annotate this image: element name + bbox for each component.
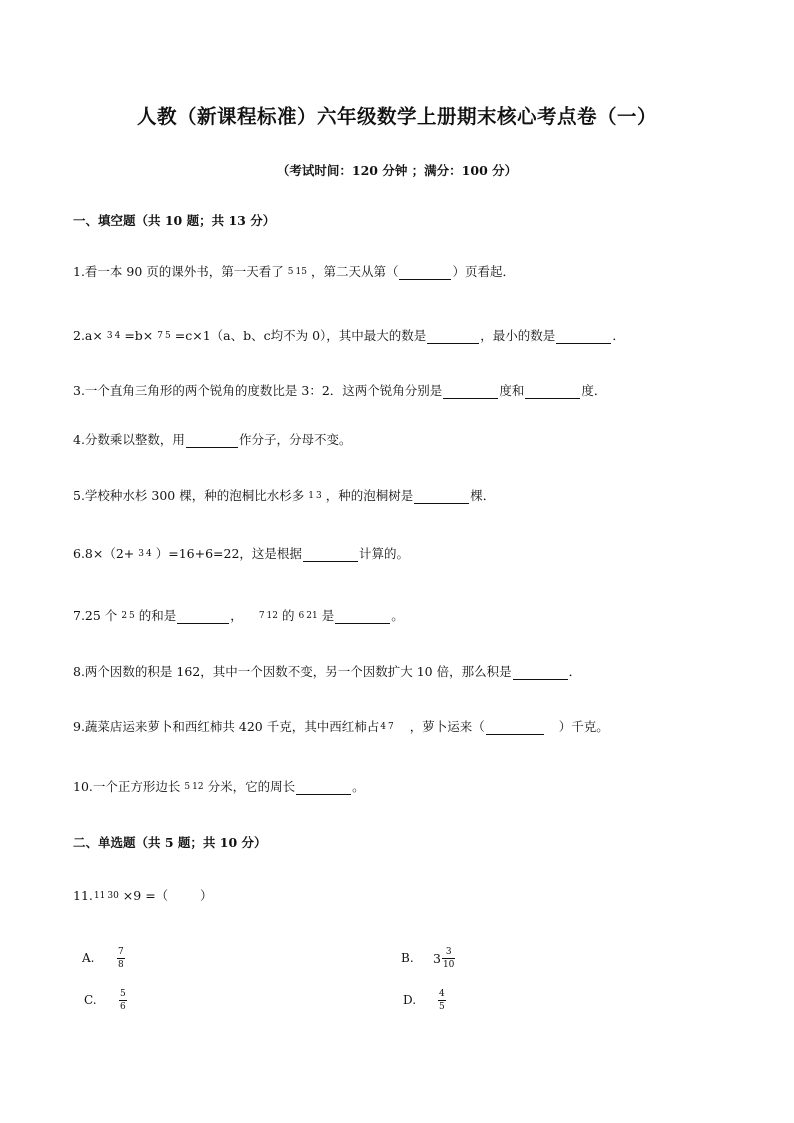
question-text: ，最小的数是 bbox=[480, 328, 556, 343]
question-text: 作分子，分母不变。 bbox=[238, 432, 352, 447]
fraction: $\frac{3}{10}$ bbox=[442, 946, 455, 970]
question-text: ）=16+6=22，这是根据 bbox=[155, 546, 302, 561]
question-10 bbox=[73, 773, 365, 801]
fraction: 4 7 bbox=[380, 722, 394, 732]
question-7 bbox=[73, 602, 404, 630]
answer-blank[interactable] bbox=[525, 384, 580, 399]
answer-blank[interactable] bbox=[443, 384, 498, 399]
question-5 bbox=[73, 482, 495, 510]
answer-blank[interactable] bbox=[486, 720, 544, 735]
question-9 bbox=[73, 713, 609, 741]
option-label: D. bbox=[403, 993, 417, 1007]
question-8 bbox=[73, 658, 581, 686]
question-text: 分米，它的周长 bbox=[207, 779, 296, 794]
question-text: 6.8×（2+ bbox=[73, 546, 135, 561]
question-text: 度． bbox=[581, 383, 607, 398]
mixed-number-whole: 3 bbox=[433, 950, 441, 966]
option-a[interactable] bbox=[82, 944, 128, 972]
question-text: ，萝卜运来（ bbox=[409, 719, 485, 734]
question-text: 11. bbox=[73, 888, 93, 903]
answer-blank[interactable] bbox=[399, 265, 451, 280]
fraction: 6 21 bbox=[298, 611, 318, 621]
question-4 bbox=[73, 426, 351, 454]
question-text: 度和 bbox=[499, 383, 525, 398]
fraction: $\frac{5}{6}$ bbox=[120, 988, 126, 1012]
question-text: 1.看一本 90 页的课外书，第一天看了 bbox=[73, 264, 284, 279]
question-text: ，种的泡桐树是 bbox=[325, 488, 414, 503]
fraction: 7 12 bbox=[258, 611, 278, 621]
fraction: 5 12 bbox=[184, 782, 204, 792]
question-text: ，第二天从第（ bbox=[310, 264, 399, 279]
option-c[interactable] bbox=[84, 986, 130, 1014]
question-text: 。 bbox=[391, 608, 404, 623]
question-3 bbox=[73, 377, 606, 405]
question-text: =b× bbox=[124, 328, 154, 343]
question-text: 。 bbox=[352, 779, 365, 794]
fraction: $\frac{7}{8}$ bbox=[118, 946, 124, 970]
question-2 bbox=[73, 322, 625, 350]
option-d[interactable] bbox=[403, 986, 449, 1014]
question-text: ）页看起． bbox=[452, 264, 515, 279]
question-text: 10.一个正方形边长 bbox=[73, 779, 181, 794]
fraction: 3 4 bbox=[138, 549, 152, 559]
question-text: 是 bbox=[321, 608, 335, 623]
question-1 bbox=[73, 258, 515, 286]
exam-info: （考试时间：120 分钟 ；满分：100 分） bbox=[276, 163, 518, 178]
answer-blank[interactable] bbox=[186, 433, 238, 448]
question-text: 7.25 个 bbox=[73, 608, 118, 623]
question-text: 4.分数乘以整数，用 bbox=[73, 432, 185, 447]
option-b[interactable] bbox=[401, 944, 458, 972]
question-text: 2.a× bbox=[73, 328, 103, 343]
question-text: 计算的。 bbox=[358, 546, 409, 561]
question-text: ×9 =（ ） bbox=[122, 888, 213, 903]
question-text: 3.一个直角三角形的两个锐角的度数比是 3：2．这两个锐角分别是 bbox=[73, 383, 443, 398]
answer-blank[interactable] bbox=[177, 609, 229, 624]
question-text: ． bbox=[568, 664, 582, 679]
page-title: 人教（新课程标准）六年级数学上册期末核心考点卷（一） bbox=[136, 105, 657, 128]
question-text: 5.学校种水杉 300 棵，种的泡桐比水杉多 bbox=[73, 488, 305, 503]
section-heading-single-choice: 二、单选题（共 5 题；共 10 分） bbox=[73, 835, 267, 850]
option-label: B. bbox=[401, 951, 414, 965]
answer-blank[interactable] bbox=[296, 780, 351, 795]
answer-blank[interactable] bbox=[414, 489, 469, 504]
fraction: 2 5 bbox=[121, 611, 135, 621]
question-text: 8.两个因数的积是 162，其中一个因数不变，另一个因数扩大 10 倍，那么积是 bbox=[73, 664, 512, 679]
question-11 bbox=[73, 882, 212, 910]
question-text: =c×1（a、b、c均不为 0），其中最大的数是 bbox=[174, 328, 427, 343]
fraction: 3 4 bbox=[106, 331, 121, 341]
answer-blank[interactable] bbox=[303, 547, 358, 562]
question-text: ）千克。 bbox=[558, 719, 609, 734]
question-6 bbox=[73, 540, 409, 568]
answer-blank[interactable] bbox=[335, 609, 390, 624]
fraction: $\frac{4}{5}$ bbox=[439, 988, 445, 1012]
option-label: C. bbox=[84, 993, 97, 1007]
question-text: ， bbox=[230, 608, 243, 623]
question-text: 棵． bbox=[470, 488, 496, 503]
fraction: 7 5 bbox=[157, 331, 171, 341]
section-heading-fill-in: 一、填空题（共 10 题；共 13 分） bbox=[73, 213, 276, 228]
question-text: 9.蔬菜店运来萝卜和西红柿共 420 千克，其中西红柿占 bbox=[73, 719, 380, 734]
question-text: ． bbox=[612, 328, 625, 343]
answer-blank[interactable] bbox=[556, 329, 611, 344]
answer-blank[interactable] bbox=[427, 329, 479, 344]
question-text: 的 bbox=[282, 608, 295, 623]
fraction: 5 15 bbox=[287, 267, 307, 277]
fraction: 11 30 bbox=[93, 891, 119, 901]
answer-blank[interactable] bbox=[513, 665, 568, 680]
option-label: A. bbox=[82, 951, 95, 965]
fraction: 1 3 bbox=[308, 491, 322, 501]
question-text: 的和是 bbox=[138, 608, 177, 623]
